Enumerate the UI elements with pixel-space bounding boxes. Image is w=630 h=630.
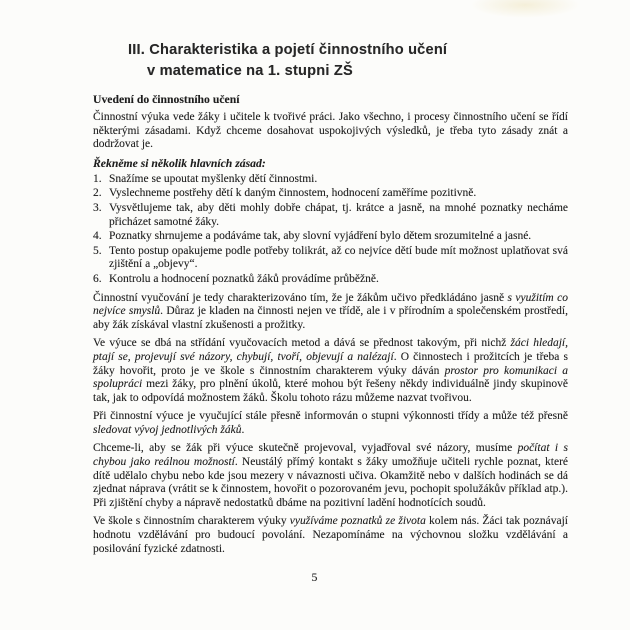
paragraph: Chceme-li, aby se žák při výuce skutečně projevoval, vyjadřoval své názory, musíme počítat i s chybou jako reálnou možností. Neustálý přímý kontakt s žáky umožňuje učiteli rychle poznat, které dítě udělalo chybu nebo kde jsou mezery v návaznosti učiva. Okamžitě nebo v dalších hodinách se dá zjednat náprava (vrátit se k činnostem, hovořit o pozorovaném jevu, pochopit spolužákův příklad atp.). Při zjištění chyby a nápravě nedostatků dbáme na pozitivní ladění hodnotících soudů.	[93, 442, 569, 509]
chapter-title-line2: v matematice na 1. stupni ZŠ	[147, 63, 353, 79]
list-item	[93, 202, 568, 229]
section-heading: Uvedení do činnostního učení	[93, 93, 240, 106]
list-item-text: Kontrolu a hodnocení poznatků žáků provádíme průběžně.	[109, 272, 379, 285]
list-item-number: 4.	[93, 230, 102, 243]
list-item-number: 5.	[93, 244, 102, 257]
list-item	[93, 187, 568, 201]
list-item-text: Vysvětlujeme tak, aby děti mohly dobře chápat, tj. krátce a jasně, na mnohé poznatky necháme přicházet samotné žáky.	[109, 201, 568, 228]
page-number: 5	[311, 570, 318, 585]
list-item-text: Vyslechneme postřehy dětí k daným činnostem, hodnocení zaměříme pozitivně.	[109, 187, 477, 200]
list-item-text: Snažíme se upoutat myšlenky dětí činnostmi.	[109, 172, 318, 185]
list-item-number: 1.	[93, 172, 102, 185]
list-item-number: 3.	[93, 201, 102, 214]
principles-list	[93, 173, 568, 287]
principles-heading: Řekněme si několik hlavních zásad:	[93, 156, 266, 170]
list-item-text: Poznatky shrnujeme a podáváme tak, aby slovní vyjádření bylo dětem srozumitelné a jasné.	[109, 230, 532, 243]
paragraph: Ve výuce se dbá na střídání vyučovacích metod a dává se přednost takovým, při nichž žáci hledají, ptají se, projevují své názory, chybují, tvoří, objevují a nalézají. O činnostech i prožitcích je třeba s žáky hovořit, proto je ve škole s činnostním charakterem výuky dáván prostor pro komunikaci a spolupráci mezi žáky, pro plnění úkolů, které mohou být řešeny někdy individuálně jindy skupinově tak, jak to odpovídá možnostem žáků. Školu tohoto rázu můžeme nazvat tvořivou.	[93, 337, 569, 404]
list-item-number: 2.	[93, 187, 102, 200]
list-item	[93, 245, 568, 272]
paragraph: Činnostní vyučování je tedy charakterizováno tím, že je žákům učivo předkládáno jasně s využitím co nejvíce smyslů. Důraz je kladen na činnosti nejen ve třídě, ale i v přírodním a společenském prostředí, aby žák získával vlastní zkušenosti a prožitky.	[93, 291, 569, 331]
list-item	[93, 230, 568, 244]
intro-paragraph: Činnostní výuka vede žáky i učitele k tvořivé práci. Jako všechno, i procesy činnostního učení se řídí některými zásadami. Když chceme dosahovat uspokojivých výsledků, je třeba tyto zásady znát a dodržovat je.	[93, 111, 568, 151]
paragraph: Ve škole s činnostním charakterem výuky využíváme poznatků ze života kolem nás. Žáci tak poznávají hodnotu vzdělávání pro budoucí povolání. Nezapomínáme na výchovnou složku vzdělávání a posilování fyzické zdatnosti.	[93, 515, 568, 555]
chapter-title	[93, 40, 568, 82]
list-item	[93, 273, 568, 287]
paragraph: Při činnostní výuce je vyučující stále přesně informován o stupni výkonnosti třídy a může též přesně sledovat vývoj jednotlivých žáků.	[93, 410, 568, 436]
chapter-title-line1: III. Charakteristika a pojetí činnostního učení	[128, 42, 448, 58]
list-item	[93, 173, 568, 187]
list-item-number: 6.	[93, 272, 102, 285]
list-item-text: Tento postup opakujeme podle potřeby tolikrát, až co nejvíce dětí bude mít možnost uplatňovat svá zjištění a „objevy“.	[109, 244, 568, 271]
